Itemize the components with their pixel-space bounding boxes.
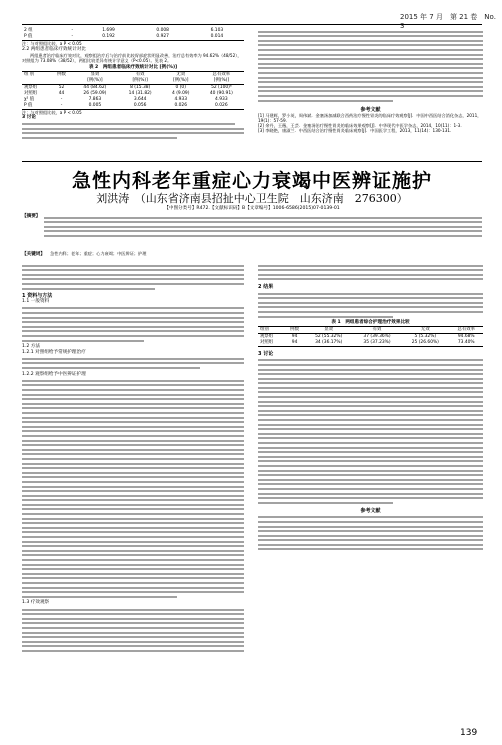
text-lines [258,265,483,281]
article-classification: 【中图分类号】R472.【文献标识码】B【文章编号】1006-6586(2015)07-0139-01 [164,206,340,211]
table-row [258,340,483,347]
keywords-label: 【关键词】 [22,251,45,257]
header-cell: 显效 [90,71,100,77]
cell: 观察组 [24,84,38,90]
cell: P 值 [24,34,33,39]
cell: - [71,28,74,33]
table-1 [258,326,483,347]
header-cell: 组 别 [24,71,35,77]
section-heading: 1.2.2 观察组给予中医辨证护理 [22,371,86,377]
cell: 对照组 [24,90,38,96]
abstract-text-lines [22,217,482,237]
cell: 73.40% [457,339,475,345]
cell: 94.68% [457,333,475,339]
cell: 52 [58,84,65,90]
section-heading: 1.1 一般资料 [22,299,50,305]
table-row [22,34,244,41]
cell: 0.008 [156,28,169,33]
reference-lines [258,516,483,550]
header-cell: 无效 [176,71,186,77]
intro-text-lines [22,265,244,290]
paragraph: 两组患者治疗临床疗效对比，观察组治疗后与治疗前比较胃部症状明显改善，治疗总有效率为 94.62%（48/52），对照组为 73.08%（38/52），两组比较差异有统计学意义（P<0.05）。见表 2。 [22,52,242,63]
text-lines [22,380,244,598]
text-lines [22,307,244,341]
text-lines [22,609,244,652]
cell: 0.927 [156,34,169,39]
cell: 0 (0) [175,84,186,90]
header-cell: 无效 [420,326,430,332]
table-2 [22,71,244,110]
cell: 4.933 [215,96,228,102]
header-cell: [例(%)] [213,77,230,83]
cell: 40 (90.91) [209,90,233,96]
cell: 44 (84.62) [83,84,107,90]
cell: - [60,96,63,102]
section-heading: 1.2.1 对照组给予常规护理治疗 [22,349,86,355]
references-title: 参考文献 [360,106,381,113]
abstract-label: 【摘要】 [22,214,41,219]
discussion-text-lines [258,31,483,102]
cell: 0.014 [210,34,224,39]
cell: 26 (59.09) [83,90,107,96]
cell: P 值 [24,102,33,108]
body-right-column [258,262,483,553]
cell: 8 (15.38) [130,84,151,90]
header-cell: 例数 [290,326,299,332]
section-heading: 2 结果 [258,283,274,290]
cell: 3.644 [133,96,147,102]
header-cell: 总有效率 [212,71,231,77]
keywords: 急性内科；老年；重症；心力衰竭；中医辨证；护理 [50,250,147,256]
text-lines [258,359,483,503]
top-right-column [258,28,483,133]
header-cell: 总有效率 [457,326,476,332]
page-number: 139 [460,728,478,738]
cell: 94 [291,339,298,345]
cell: 4.933 [174,96,188,102]
cell: - [60,102,63,108]
section-heading: 1 资料与方法 [22,293,53,300]
header-cell: 组别 [260,326,269,332]
discussion-text-lines [22,123,244,139]
section-heading: 3 讨论 [22,115,36,120]
body-left-column [22,262,244,654]
cell: 1.699 [102,28,115,33]
text-lines [258,293,483,318]
header-cell: [例(%)] [173,77,189,83]
cell: 对照组 [260,339,274,345]
header-cell: 显效 [324,326,334,332]
reference-item: [1] 马建辉，罗小英，周伟斌．金塞汤加减联合西药治疗慢性胃炎的临床疗效观察[J]．中国中西医结合消化杂志，2011，19(1)：57-59. [258,112,482,123]
article-separator [22,161,482,162]
reference-item: [3] 李晓艳，康淑兰．中西医结合治疗慢性胃炎临床观察[J]．中国医学工程，2013，11(14)：130-131. [258,128,452,134]
header-rule [22,24,482,25]
journal-header: 2015 年 7 月 第 21 卷 No. 3 [400,13,496,30]
cell: 4 (9.09) [172,90,190,96]
section-heading: 1.2 方法 [22,344,40,350]
cell: χ² 值 [24,96,35,102]
section-heading: 1.3 疗效观察 [22,600,50,606]
header-cell: 有效 [135,71,145,77]
cell: 35 (37.23%) [363,339,391,345]
cell: 0.192 [102,34,115,39]
top-left-column [22,28,244,142]
cell: 2 组 [24,28,33,33]
cell: 0.026 [215,102,228,108]
cell: - [71,34,74,39]
section-heading: 2.2 两组患者临床疗效统计对比 [22,47,86,53]
reference-item: [2] 余丹，王薇，王芸．金塞汤治疗慢性胃炎的临床效果观察[J]．中华现代中医学杂志，2014，10(11)：1-3. [258,122,462,128]
table-title: 表 1 两组患者综合护理治疗效果比较 [331,320,410,326]
cell: 37 (39.36%) [363,333,391,339]
table-header-row [258,326,483,333]
cell: 34 (36.17%) [315,339,343,345]
cell: 6.103 [210,28,224,33]
header-cell: 有效 [372,326,382,332]
table-row [22,103,244,110]
cell: 14 (31.82) [128,90,152,96]
cell: 7.863 [88,96,102,102]
header-cell: 例数 [57,71,66,77]
table-title: 表 2 两组患者临床疗效统计对比 [例(%)] [88,65,178,71]
cell: 0.026 [174,102,188,108]
cell: 25 (26.60%) [411,339,439,345]
article-authors: 刘洪涛 （山东省济南县招扯中心卫生院 山东济南 276300） [96,192,408,205]
section-heading: 3 讨论 [258,350,274,357]
cell: 0.056 [133,102,147,108]
table-continued [22,28,244,41]
cell: 0.005 [88,102,102,108]
header-cell: [例(%)] [87,77,103,83]
text-lines [22,358,244,369]
header-cell: [例(%)] [132,77,148,83]
abstract [22,214,482,259]
article-title: 急性内科老年重症心力衰竭中医辨证施护 [71,170,432,192]
references-title: 参考文献 [360,507,381,514]
cell: 52 (100)ᵃ [211,84,232,90]
cell: 52 (55.32%) [315,333,343,339]
table-note: 注：与对照组比较，a P < 0.05 [22,41,82,46]
cell: 5 (5.32%) [414,333,437,339]
table-note: 注：与对照组比较，a P < 0.05 [22,109,82,115]
cell: 观察组 [260,333,274,339]
cell: 94 [291,333,298,339]
cell: 44 [58,90,65,96]
